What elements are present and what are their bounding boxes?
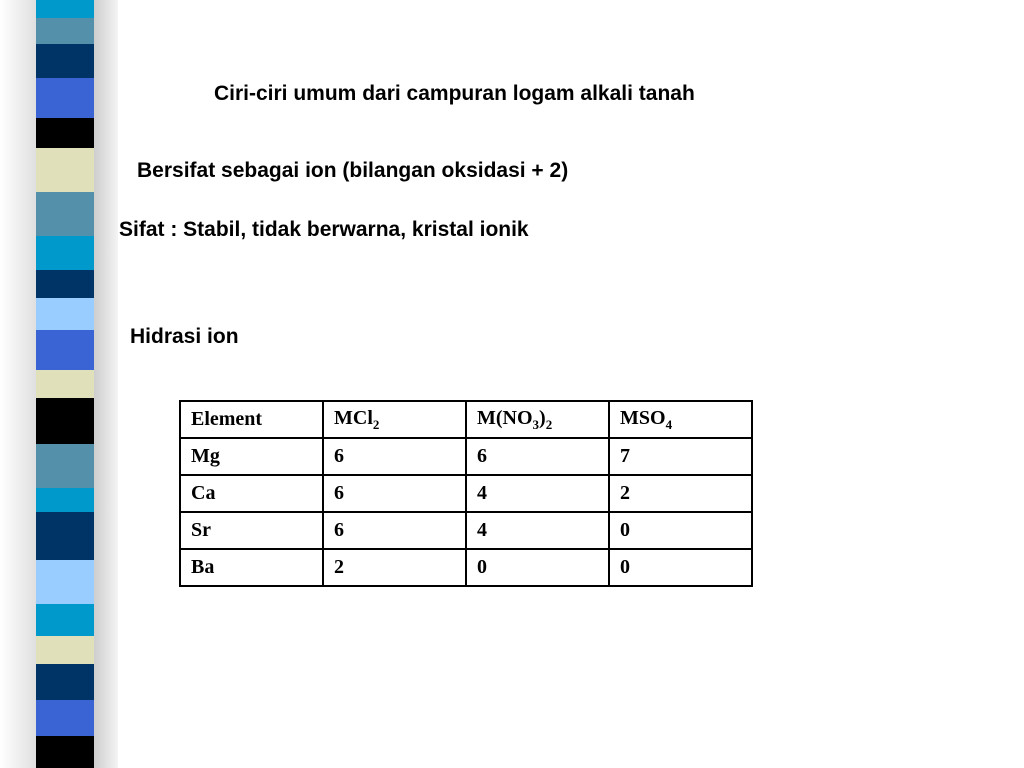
header-mno32: $M(NO_3)_2$: [466, 401, 609, 438]
table-cell: 0: [466, 549, 609, 586]
bullet-hydration: Hidrasi ion: [130, 325, 239, 348]
table-cell: Sr: [180, 512, 323, 549]
header-element: Element: [180, 401, 323, 438]
header-mso4: $MSO_4$: [609, 401, 752, 438]
table-cell: Ba: [180, 549, 323, 586]
header-mcl2: MCl$_2$: [323, 401, 466, 438]
table-cell: 4: [466, 475, 609, 512]
table-cell: 6: [323, 512, 466, 549]
table-cell: 0: [609, 549, 752, 586]
table-cell: 2: [323, 549, 466, 586]
left-decoration-shadow: [0, 0, 118, 768]
table-row: [180, 475, 752, 512]
bullet-properties: Sifat : Stabil, tidak berwarna, kristal ionik: [119, 218, 529, 241]
hydration-table: [179, 400, 753, 587]
table-row: [180, 549, 752, 586]
table-cell: Mg: [180, 438, 323, 475]
bullet-oxidation: Bersifat sebagai ion (bilangan oksidasi + 2): [137, 159, 569, 182]
table-row: [180, 512, 752, 549]
table-cell: 2: [609, 475, 752, 512]
table-cell: 6: [466, 438, 609, 475]
slide-title: Ciri-ciri umum dari campuran logam alkali tanah: [214, 82, 695, 105]
table-cell: 7: [609, 438, 752, 475]
table-header-row: [180, 401, 752, 438]
table-cell: 4: [466, 512, 609, 549]
table-cell: 6: [323, 475, 466, 512]
table-cell: Ca: [180, 475, 323, 512]
table-row: [180, 438, 752, 475]
table-cell: 0: [609, 512, 752, 549]
table-cell: 6: [323, 438, 466, 475]
